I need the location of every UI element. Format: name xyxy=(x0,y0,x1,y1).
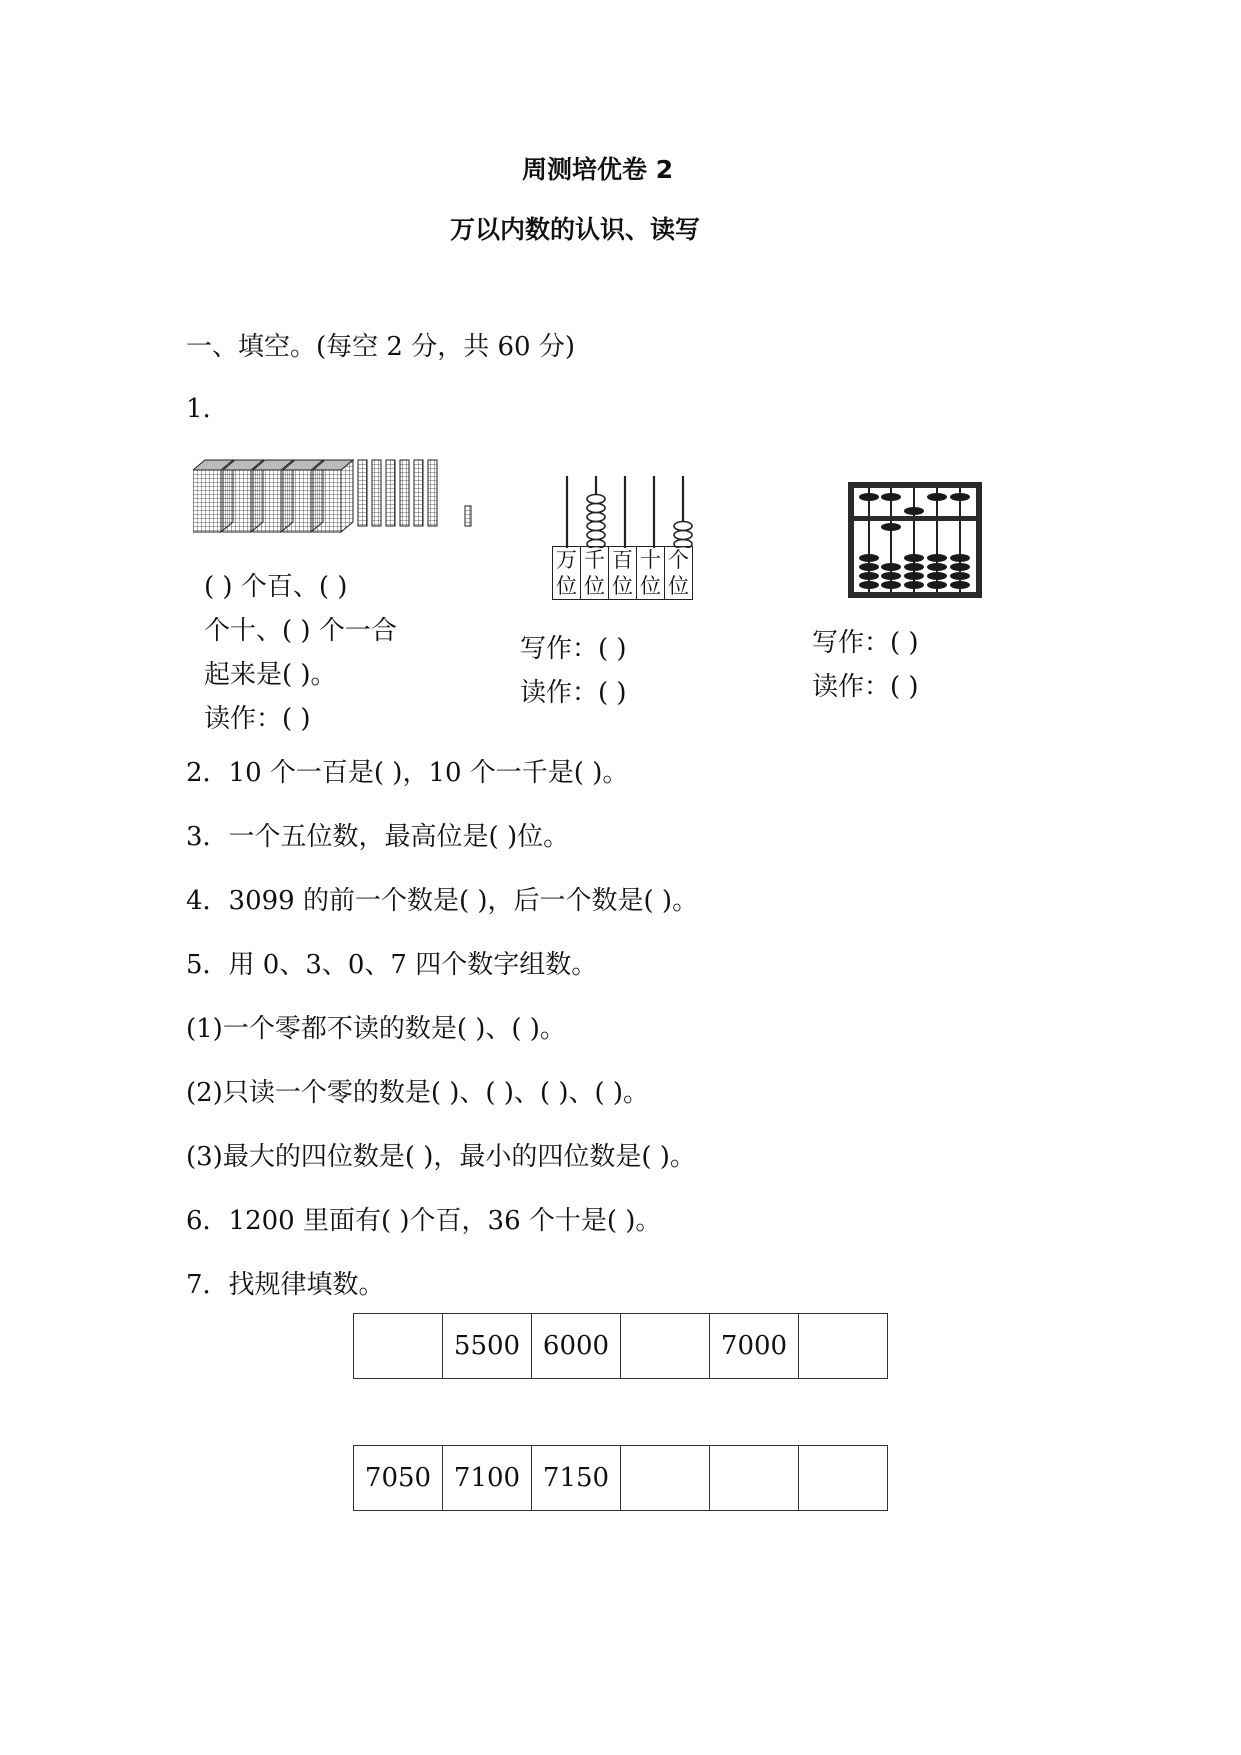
question-5-2: (2)只读一个零的数是( )、( )、( )、( )。 xyxy=(186,1078,650,1108)
abacus-illustration xyxy=(848,482,982,598)
table2-cell[interactable] xyxy=(621,1446,710,1511)
ones-beads xyxy=(674,522,692,549)
counting-frame-illustration xyxy=(552,474,702,548)
table2-cell[interactable] xyxy=(710,1446,799,1511)
q1-counter-write: 写作：( ) xyxy=(520,634,627,664)
q1-blocks-line1: ( ) 个百、( ) xyxy=(204,572,348,602)
place-label-shi: 十 位 xyxy=(637,547,665,600)
table1-cell: 7000 xyxy=(710,1314,799,1379)
base-ten-blocks-illustration xyxy=(193,452,473,542)
page-subtitle: 万以内数的认识、读写 xyxy=(450,215,701,244)
sequence-table-1 xyxy=(353,1313,888,1379)
page-title: 周测培优卷 2 xyxy=(522,155,674,184)
q1-abacus-write: 写作：( ) xyxy=(812,628,919,658)
q1-counter-read: 读作：( ) xyxy=(520,678,627,708)
q1-number: 1. xyxy=(186,394,211,424)
place-label-qian: 千 位 xyxy=(581,547,609,600)
table1-cell[interactable] xyxy=(621,1314,710,1379)
table2-cell: 7050 xyxy=(354,1446,443,1511)
q1-blocks-line2: 个十、( ) 个一合 xyxy=(204,616,397,646)
table1-cell: 6000 xyxy=(532,1314,621,1379)
question-7: 7．找规律填数。 xyxy=(186,1270,385,1300)
question-4: 4．3099 的前一个数是( )，后一个数是( )。 xyxy=(186,886,699,916)
ten-rods xyxy=(358,460,437,526)
table1-cell: 5500 xyxy=(443,1314,532,1379)
table2-cell: 7150 xyxy=(532,1446,621,1511)
hundred-flats xyxy=(193,460,353,532)
place-label-bai: 百 位 xyxy=(609,547,637,600)
table2-cell[interactable] xyxy=(799,1446,888,1511)
place-label-ge: 个 位 xyxy=(665,547,693,600)
counting-frame-labels xyxy=(552,546,693,600)
question-5: 5．用 0、3、0、7 四个数字组数。 xyxy=(186,950,598,980)
table1-cell[interactable] xyxy=(799,1314,888,1379)
q1-blocks-line4: 读作：( ) xyxy=(204,704,311,734)
table2-cell: 7100 xyxy=(443,1446,532,1511)
section-heading: 一、填空。(每空 2 分，共 60 分) xyxy=(186,332,575,362)
thousands-beads xyxy=(587,495,605,549)
q1-abacus-read: 读作：( ) xyxy=(812,672,919,702)
question-3: 3．一个五位数，最高位是( )位。 xyxy=(186,822,570,852)
table1-cell[interactable] xyxy=(354,1314,443,1379)
sequence-table-2 xyxy=(353,1445,888,1511)
question-6: 6．1200 里面有( )个百，36 个十是( )。 xyxy=(186,1206,662,1236)
q1-blocks-line3: 起来是( )。 xyxy=(204,660,337,690)
unit-cubes xyxy=(465,506,471,526)
question-5-3: (3)最大的四位数是( )，最小的四位数是( )。 xyxy=(186,1142,696,1172)
place-label-wan: 万 位 xyxy=(553,547,581,600)
question-5-1: (1)一个零都不读的数是( )、( )。 xyxy=(186,1014,566,1044)
question-2: 2．10 个一百是( )，10 个一千是( )。 xyxy=(186,758,629,788)
